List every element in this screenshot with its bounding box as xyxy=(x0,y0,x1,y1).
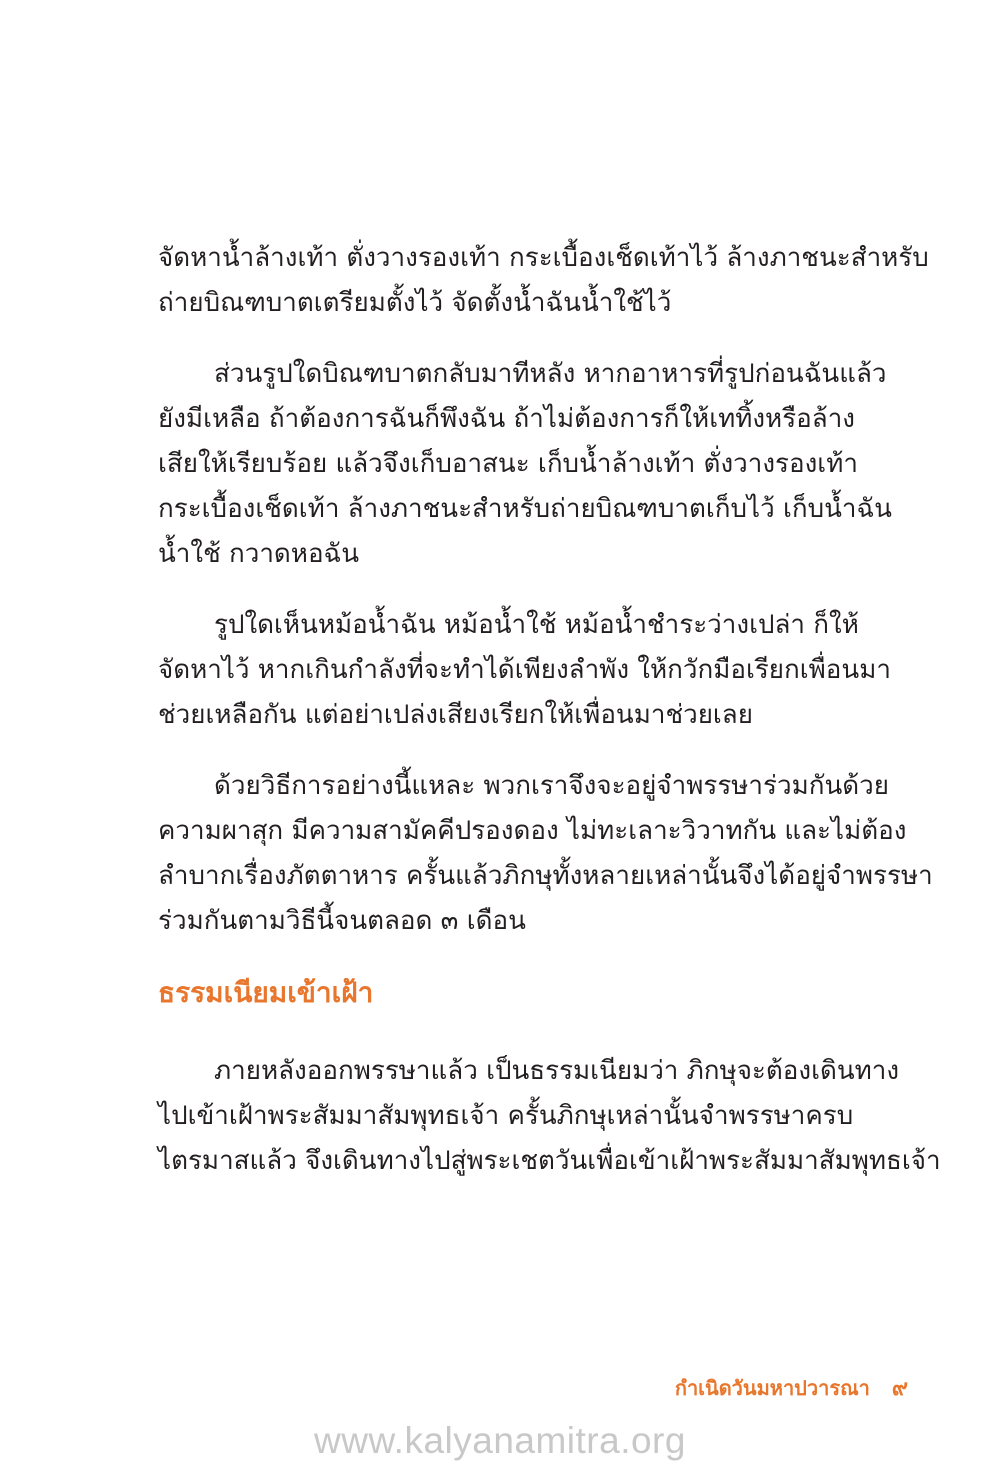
paragraph-1 xyxy=(158,236,929,326)
paragraph-line: จัดหาน้ำล้างเท้า ตั่งวางรองเท้า กระเบื้องเช็ดเท้าไว้ ล้างภาชนะสำหรับ xyxy=(158,243,929,273)
section-heading: ธรรมเนียมเข้าเฝ้า xyxy=(158,976,374,1009)
paragraph-line: ยังมีเหลือ ถ้าต้องการฉันก็พึงฉัน ถ้าไม่ต้องการก็ให้เททิ้งหรือล้าง xyxy=(158,404,855,434)
paragraph-line: ด้วยวิธีการอย่างนี้แหละ พวกเราจึงจะอยู่จำพรรษาร่วมกันด้วย xyxy=(214,771,889,801)
paragraph-line: ร่วมกันตามวิธีนี้จนตลอด ๓ เดือน xyxy=(158,906,526,936)
paragraph-line: ไตรมาสแล้ว จึงเดินทางไปสู่พระเชตวันเพื่อเข้าเฝ้าพระสัมมาสัมพุทธเจ้า xyxy=(158,1146,941,1176)
paragraph-line: ส่วนรูปใดบิณฑบาตกลับมาทีหลัง หากอาหารที่รูปก่อนฉันแล้ว xyxy=(214,359,887,389)
paragraph-5 xyxy=(158,1049,941,1184)
page-content xyxy=(158,236,941,1210)
watermark-url: www.kalyanamitra.org xyxy=(314,1420,686,1461)
paragraph-3 xyxy=(158,603,891,738)
paragraph-line: ช่วยเหลือกัน แต่อย่าเปล่งเสียงเรียกให้เพื่อนมาช่วยเลย xyxy=(158,700,753,730)
paragraph-line: รูปใดเห็นหม้อน้ำฉัน หม้อน้ำใช้ หม้อน้ำชำระว่างเปล่า ก็ให้ xyxy=(214,610,859,640)
paragraph-line: ความผาสุก มีความสามัคคีปรองดอง ไม่ทะเลาะวิวาทกัน และไม่ต้อง xyxy=(158,816,907,846)
paragraph-line: ไปเข้าเฝ้าพระสัมมาสัมพุทธเจ้า ครั้นภิกษุเหล่านั้นจำพรรษาครบ xyxy=(158,1101,854,1131)
paragraph-line: ถ่ายบิณฑบาตเตรียมตั้งไว้ จัดตั้งน้ำฉันน้ำใช้ไว้ xyxy=(158,288,672,318)
page-footer xyxy=(675,1370,908,1405)
paragraph-line: กระเบื้องเช็ดเท้า ล้างภาชนะสำหรับถ่ายบิณฑบาตเก็บไว้ เก็บน้ำฉัน xyxy=(158,494,892,524)
running-footer-title: กำเนิดวันมหาปวารณา xyxy=(674,1376,870,1400)
paragraph-line: ลำบากเรื่องภัตตาหาร ครั้นแล้วภิกษุทั้งหลายเหล่านั้นจึงได้อยู่จำพรรษา xyxy=(158,861,933,891)
paragraph-line: น้ำใช้ กวาดหอฉัน xyxy=(158,539,360,569)
page-number: ๙ xyxy=(891,1376,908,1401)
paragraph-4 xyxy=(158,764,933,944)
paragraph-line: เสียให้เรียบร้อย แล้วจึงเก็บอาสนะ เก็บน้ำล้างเท้า ตั่งวางรองเท้า xyxy=(158,449,858,479)
paragraph-2 xyxy=(158,352,892,577)
paragraph-line: จัดหาไว้ หากเกินกำลังที่จะทำได้เพียงลำพัง ให้กวักมือเรียกเพื่อนมา xyxy=(158,655,891,685)
paragraph-line: ภายหลังออกพรรษาแล้ว เป็นธรรมเนียมว่า ภิกษุจะต้องเดินทาง xyxy=(214,1056,900,1086)
